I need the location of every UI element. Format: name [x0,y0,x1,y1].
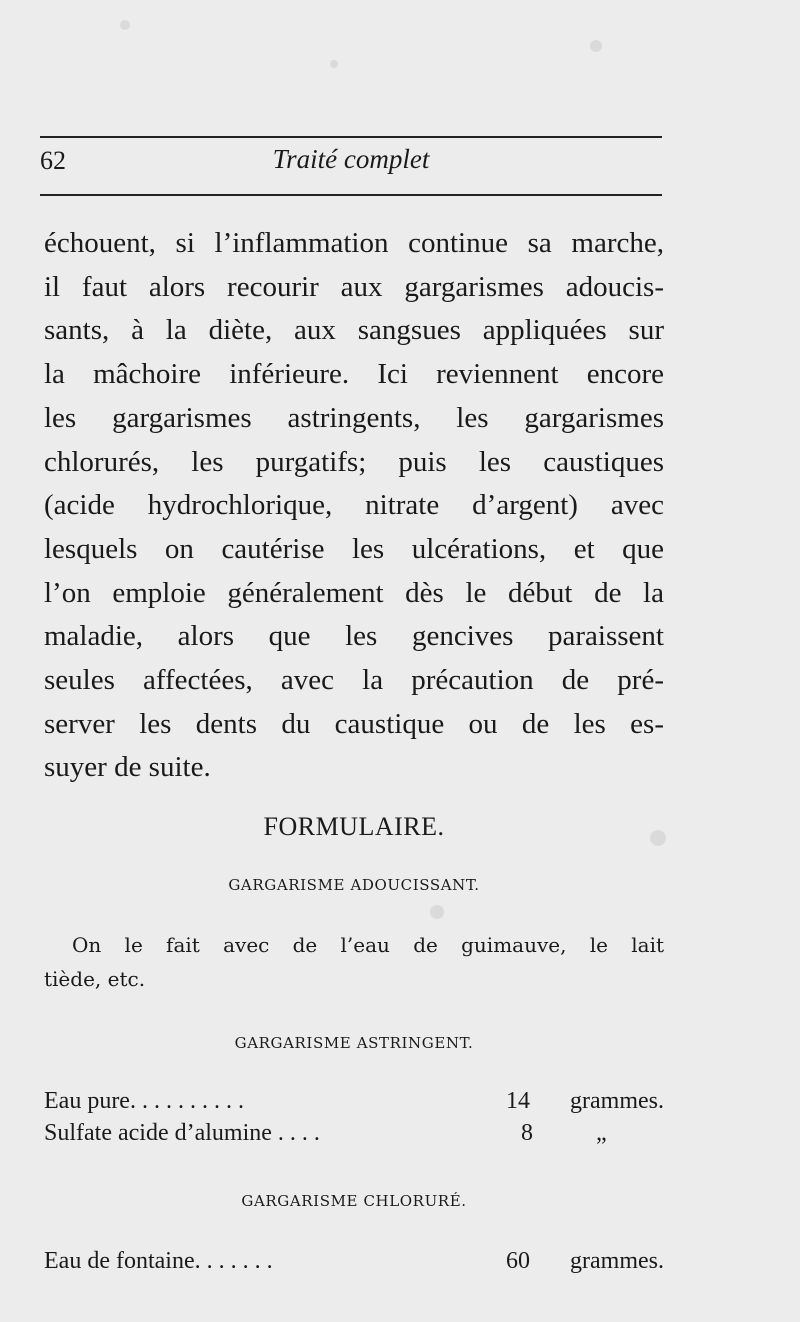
paper-stain [330,60,338,68]
text-line: les gargarismes astringents, les gargarismes [44,401,664,434]
running-title: Traité complet [272,144,430,174]
text-line: il faut alors recourir aux gargarismes adoucis- [44,270,664,303]
page-number: 62 [40,146,66,175]
formulaire-heading: FORMULAIRE. [263,812,445,841]
body-paragraph [44,222,664,790]
text-line: suyer de suite. [44,751,211,784]
text-line: On le fait avec de l’eau de guimauve, le lait [72,933,664,957]
header-bottom-rule [40,194,662,196]
text-line: maladie, alors que les gencives paraissent [44,620,664,653]
formula-row [44,1248,664,1280]
text-line: échouent, si l’inflammation continue sa marche, [44,227,664,259]
paper-stain [430,905,444,919]
text-line: tiède, etc. [44,967,146,991]
text-line: (acide hydrochlorique, nitrate d’argent) avec [44,489,664,522]
ingredient-name: Eau pure. . . . . . . . . . [44,1088,244,1114]
paper-stain [590,40,602,52]
paper-stain [120,20,130,30]
text-line: sants, à la diète, aux sangsues appliquées sur [44,314,664,347]
formula-row [44,1120,664,1152]
astringent-heading: GARGARISME ASTRINGENT. [234,1034,474,1052]
ingredient-unit: „ [596,1120,607,1146]
ingredient-unit: grammes. [570,1088,664,1114]
text-line: lesquels on cautérise les ulcérations, et que [44,532,664,565]
text-line: la mâchoire inférieure. Ici reviennent encore [44,358,664,391]
text-line: seules affectées, avec la précaution de pré- [44,664,664,697]
text-line: server les dents du caustique ou de les es- [44,707,664,740]
text-line: chlorurés, les purgatifs; puis les caustiques [44,445,664,478]
formula-row [44,1088,664,1120]
adoucissant-paragraph [44,928,664,996]
ingredient-amount: 60 [506,1248,530,1274]
adoucissant-heading: GARGARISME ADOUCISSANT. [228,876,480,894]
header-top-rule [40,136,662,138]
ingredient-name: Eau de fontaine. . . . . . . [44,1248,273,1274]
ingredient-amount: 14 [506,1088,530,1114]
chlorure-heading: GARGARISME CHLORURÉ. [241,1192,467,1210]
text-line: l’on emploie généralement dès le début de la [44,576,664,609]
ingredient-amount: 8 [521,1120,533,1146]
running-header [40,142,662,186]
ingredient-name: Sulfate acide d’alumine . . . . [44,1120,320,1146]
ingredient-unit: grammes. [570,1248,664,1274]
